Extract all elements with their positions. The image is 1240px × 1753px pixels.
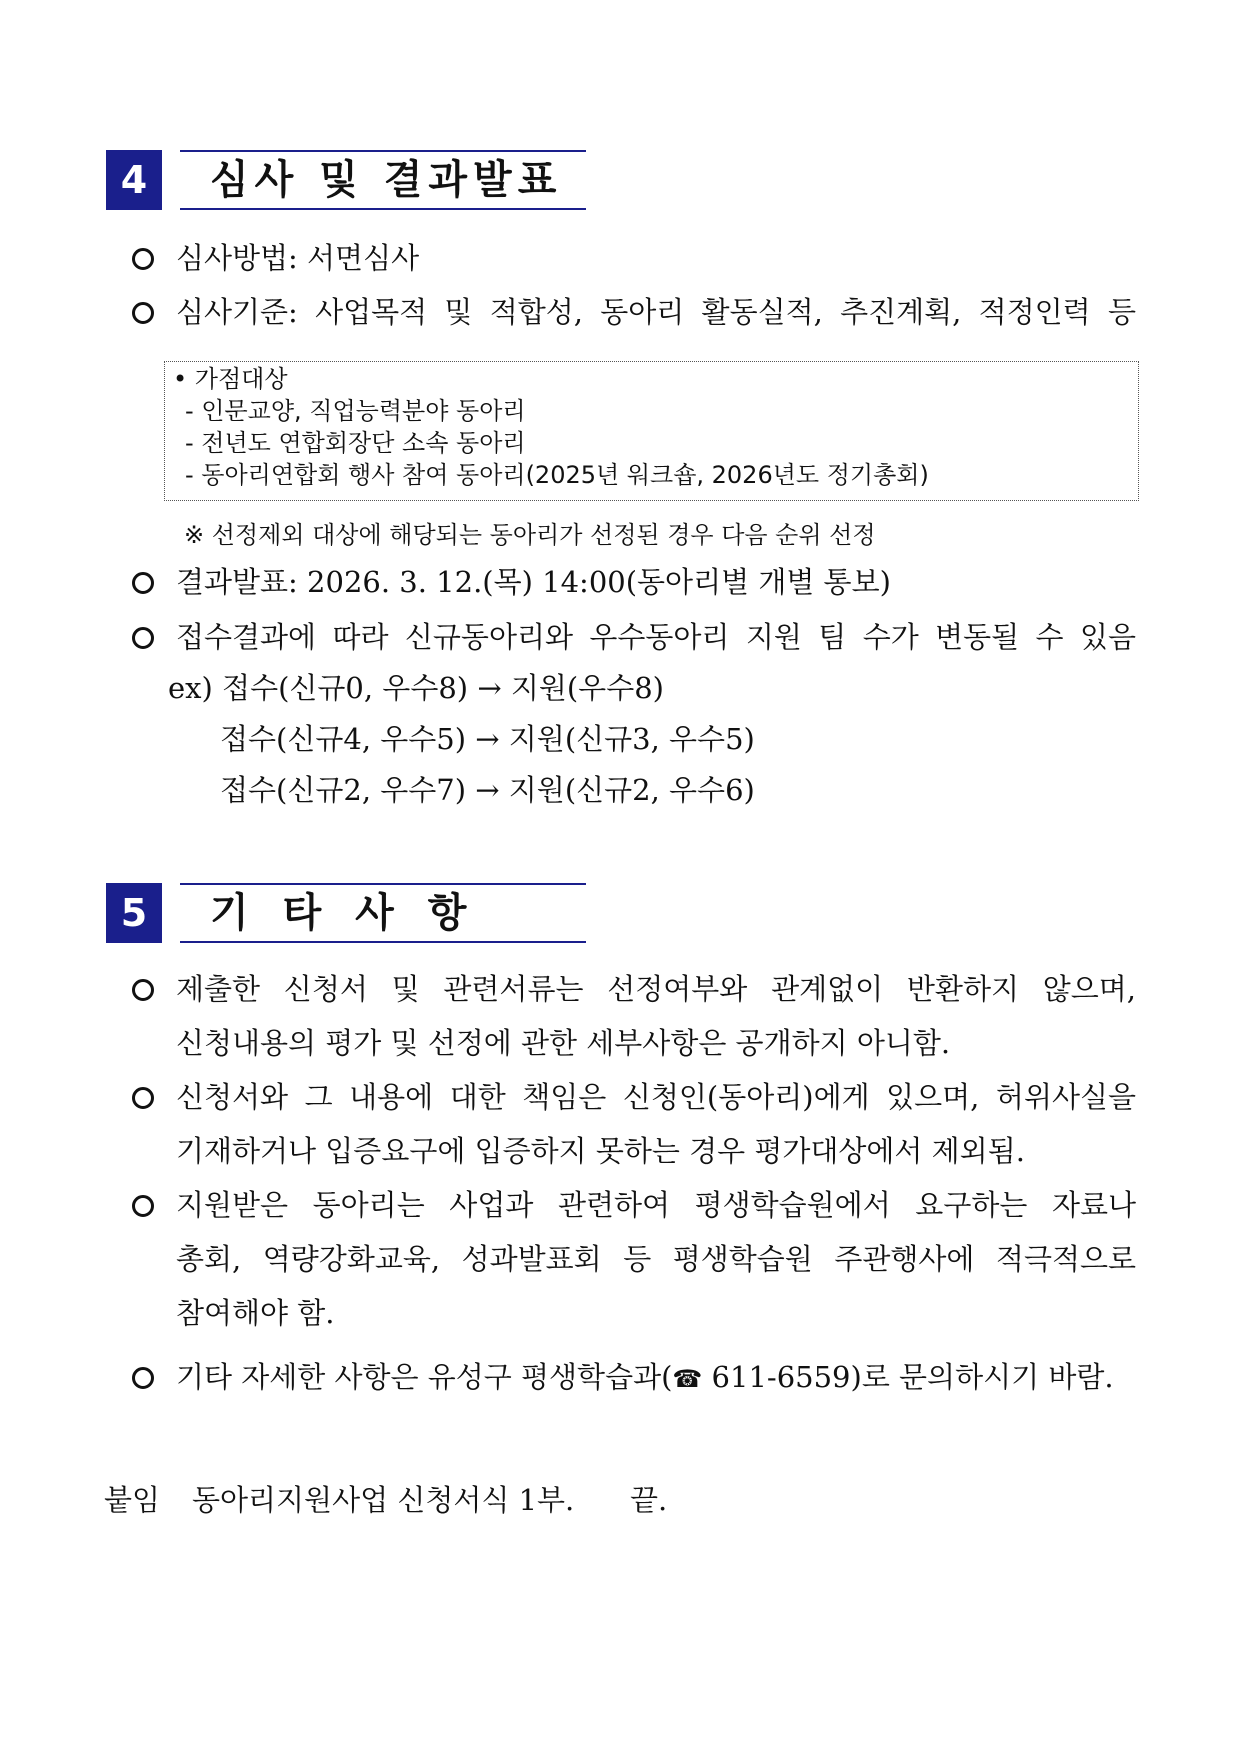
section-title: 심사 및 결과발표 <box>210 157 563 203</box>
circle-bullet-icon <box>132 627 154 649</box>
bonus-item: - 인문교양, 직업능력분야 동아리 <box>185 397 526 425</box>
phone-icon: ☎ <box>672 1365 703 1393</box>
attachment-label: 붙임 <box>104 1483 161 1517</box>
item-line: 기재하거나 입증요구에 입증하지 못하는 경우 평가대상에서 제외됨. <box>176 1134 1025 1168</box>
contact-text: 611-6559)로 문의하시기 바람. <box>702 1360 1114 1394</box>
example-line: 접수(신규2, 우수7) → 지원(신규2, 우수6) <box>220 773 755 807</box>
attachment-text: 동아리지원사업 신청서식 1부. <box>192 1483 575 1517</box>
item-line: 제출한 신청서 및 관련서류는 선정여부와 관계없이 반환하지 않으며, <box>176 972 1136 1006</box>
contact-text: 기타 자세한 사항은 유성구 평생학습과( <box>176 1360 673 1394</box>
circle-bullet-icon <box>132 979 154 1001</box>
circle-bullet-icon <box>132 572 154 594</box>
circle-bullet-icon <box>132 1195 154 1217</box>
item-line: 신청서와 그 내용에 대한 책임은 신청인(동아리)에게 있으며, 허위사실을 <box>176 1080 1136 1114</box>
end-mark: 끝. <box>630 1483 668 1517</box>
section-title: 기 타 사 항 <box>210 890 477 936</box>
circle-bullet-icon <box>132 248 154 270</box>
review-method: 심사방법: 서면심사 <box>176 241 420 275</box>
example-line: ex) 접수(신규0, 우수8) → 지원(우수8) <box>168 671 664 705</box>
item-line: 신청내용의 평가 및 선정에 관한 세부사항은 공개하지 아니함. <box>176 1026 951 1060</box>
example-line: 접수(신규4, 우수5) → 지원(신규3, 우수5) <box>220 722 755 756</box>
item-line: 지원받은 동아리는 사업과 관련하여 평생학습원에서 요구하는 자료나 <box>176 1188 1136 1222</box>
section-5-header <box>106 883 586 943</box>
bonus-points-box <box>164 361 1139 501</box>
review-criteria: 심사기준: 사업목적 및 적합성, 동아리 활동실적, 추진계획, 적정인력 등 <box>176 295 1136 329</box>
contact-line <box>176 1357 1114 1399</box>
section-number: 5 <box>106 883 162 943</box>
result-announcement: 결과발표: 2026. 3. 12.(목) 14:00(동아리별 개별 통보) <box>176 565 891 599</box>
item-line: 참여해야 함. <box>176 1296 335 1330</box>
section-title-box <box>180 883 586 943</box>
bonus-heading: • 가점대상 <box>173 365 288 393</box>
section-title-box <box>180 150 586 210</box>
circle-bullet-icon <box>132 302 154 324</box>
exclusion-note: ※ 선정제외 대상에 해당되는 동아리가 선정된 경우 다음 순위 선정 <box>184 521 876 549</box>
section-4-header <box>106 150 586 210</box>
team-count-notice: 접수결과에 따라 신규동아리와 우수동아리 지원 팀 수가 변동될 수 있음 <box>176 620 1136 654</box>
item-line: 총회, 역량강화교육, 성과발표회 등 평생학습원 주관행사에 적극적으로 <box>176 1242 1136 1276</box>
bonus-item: - 전년도 연합회장단 소속 동아리 <box>185 429 526 457</box>
circle-bullet-icon <box>132 1367 154 1389</box>
circle-bullet-icon <box>132 1087 154 1109</box>
section-number: 4 <box>106 150 162 210</box>
bonus-item: - 동아리연합회 행사 참여 동아리(2025년 워크숍, 2026년도 정기총회) <box>185 461 929 489</box>
